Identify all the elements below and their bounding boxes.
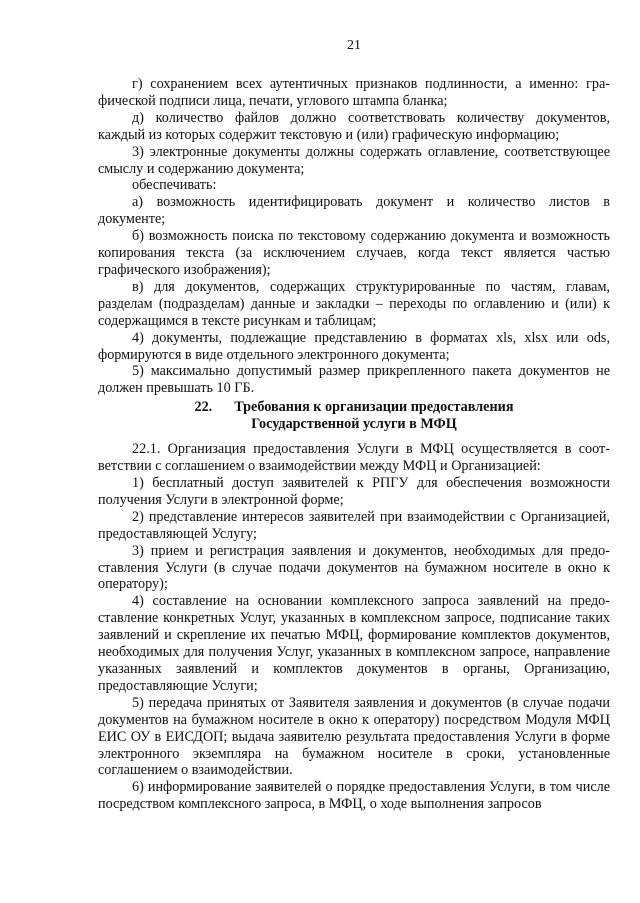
paragraph-v: в) для документов, содержащих структурированные по частям, главам, разделам (подразделам) данные и закладки – переходы по оглавлению и (или) к содержащимся в тексте рисункам и таблицам; [98,278,610,329]
document-body [98,76,610,813]
paragraph-item-2: 2) представление интересов заявителей при взаимодействии с Организацией, предоставляющей Услугу; [98,508,610,542]
paragraph-item-3: 3) прием и регистрация заявления и документов, необходимых для предоставления Услуги (в случае подачи документов на бумажном носителе в окно к оператору); [98,542,610,593]
paragraph-b: б) возможность поиска по текстовому содержанию документа и возможность копирования текста (за исключением случаев, когда текст является частью графического изображения); [98,228,610,278]
paragraph-a: а) возможность идентифицировать документ и количество листов в документе; [98,194,610,228]
paragraph-d: д) количество файлов должно соответствовать количеству документов, каждый из которых содержит текстовую и (или) графическую информацию; [98,109,610,143]
section-heading-line1 [98,399,610,416]
paragraph-item-1: 1) бесплатный доступ заявителей к РПГУ для обеспечения возможности получения Услуги в электронной форме; [98,475,610,508]
paragraph-item-6: 6) информирование заявителей о порядке предоставления Услуги, в том числе посредством комплексного запроса, в МФЦ, о ходе выполнения запросов [98,779,610,813]
section-number: 22. [194,399,213,416]
paragraph-ensure: обеспечивать: [132,177,217,194]
paragraph-22-1: 22.1. Организация предоставления Услуги в МФЦ осуществляется в соответствии с соглашением о взаимодействии между МФЦ и Организацией: [98,441,610,475]
paragraph-4: 4) документы, подлежащие представлению в форматах xls, xlsx или ods, формируются в виде отдельного электронного документа; [98,329,610,363]
section-heading [98,399,610,433]
paragraph-5: 5) максимально допустимый размер прикрепленного пакета документов не должен превышать 10 ГБ. [98,363,610,397]
paragraph-item-5: 5) передача принятых от Заявителя заявления и документов (в случае подачи документов на бумажном носителе в окно к оператору) посредством Модуля МФЦ ЕИС ОУ в ЕИСДОП; выдача заявителю результата предоставления Услуги в форме электронного экземпляра на бумажном носителе в сроки, установленные соглашением о взаимодействии. [98,694,610,779]
page-number: 21 [347,38,361,53]
paragraph-g: г) сохранением всех аутентичных признаков подлинности, а именно: графической подписи лица, печати, углового штампа бланка; [98,76,610,109]
section-title-line2: Государственной услуги в МФЦ [251,416,457,433]
paragraph-item-4: 4) составление на основании комплексного запроса заявлений на предоставление конкретных Услуг, указанных в комплексном запросе, подписание таких заявлений и скрепление их печатью МФЦ, формирование комплектов документов, необходимых для получения Услуг, указанных в комплексном запросе, направление указанных заявлений и комплектов документов в органы, Организацию, предоставляющие Услуги; [98,593,610,694]
paragraph-3: 3) электронные документы должны содержать оглавление, соответствующее смыслу и содержанию документа; [98,143,610,177]
section-title-line1: Требования к организации предоставления [234,399,514,416]
